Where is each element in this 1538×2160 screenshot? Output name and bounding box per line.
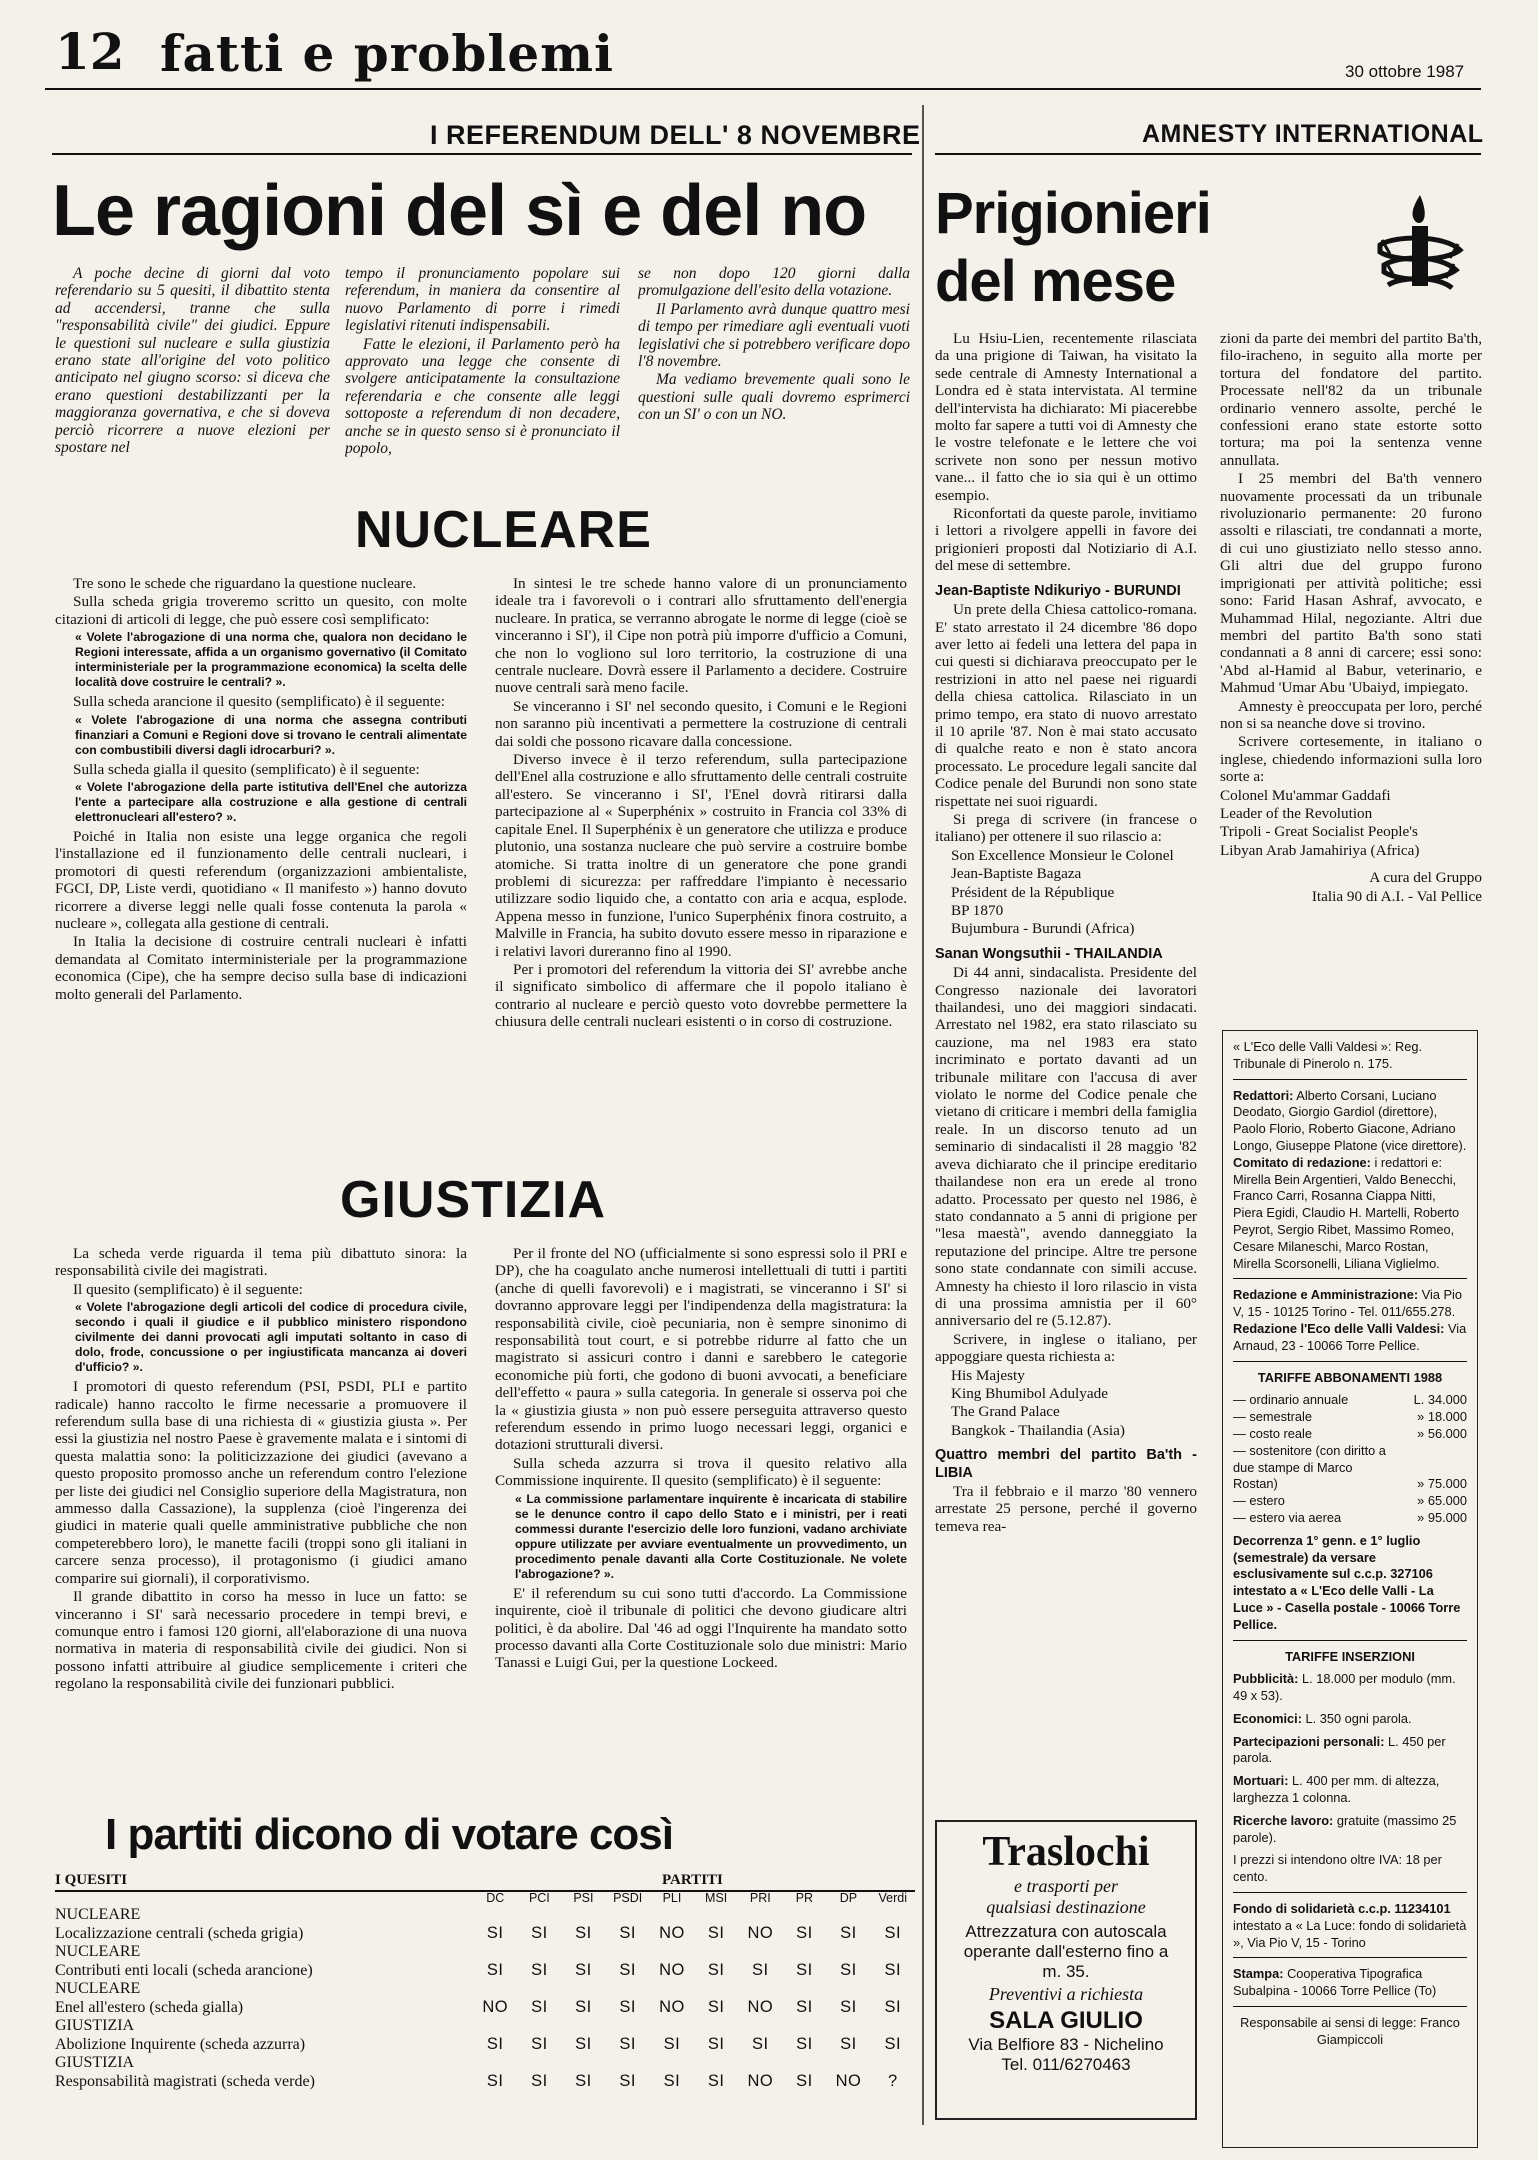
intro-paragraph: se non dopo 120 giorni dalla promulgazione dell'esito della votazione. [638, 265, 910, 300]
signoff: Italia 90 di A.I. - Val Pellice [1311, 887, 1482, 905]
article-paragraph: Diverso invece è il terzo referendum, sulla partecipazione dell'Enel alla costruzione e allo sfruttamento delle centrali costruite all'estero. Se vinceranno i SI', l'Enel dovrà ritirarsi dalla partecipazione al « Superphénix » costruito in Francia col 33% di capitale Enel. Il Superphénix è un generatore che utilizza e produce plutonio, una sostanza nucleare che può servire a costruire bombe atomiche. Si tratta inoltre di un generatore che pone grandi problemi di sicurezza: per raffreddare l'impianto è necessario utilizzare sodio liquido che, a contatto con aria e acqua, esplode. Appena messo in funzione, l'unico Superphénix finora costruito, a Malville in Francia, ha subito dovuto essere messo in riparazione e i relativi lavori dureranno fino al 1990. [495, 751, 907, 960]
comitato-names: i redattori e: Mirella Bein Argentieri, Valdo Benecchi, Franco Carri, Rosanna Ciappa Nitti, Piera Egidi, Claudio H. Martelli, Roberto Peyrot, Sergio Ribet, Massimo Romeo, Cesare Milaneschi, Marco Rostan, Mirella Scorsonelli, Liliana Viglielmo. [1233, 1154, 1460, 1271]
pubblicita-value: L. 18.000 per modulo (mm. 49 x 53). [1233, 1671, 1456, 1704]
party-header: PLI [662, 1891, 682, 1905]
address-line: Leader of the Revolution [1220, 804, 1373, 822]
party-header: Verdi [878, 1891, 908, 1905]
vote-cell: SI [707, 2072, 725, 2090]
tariffa-label: — semestrale [1233, 1409, 1312, 1425]
issue-date: 30 ottobre 1987 [1345, 62, 1465, 81]
advert-line: e trasporti per [1013, 1876, 1118, 1896]
advert-address: Via Belfiore 83 - Nichelino [968, 2035, 1164, 2054]
vote-cell: SI [575, 1924, 592, 1942]
vote-cell: SI [707, 2035, 725, 2053]
article-paragraph: I 25 membri del Ba'th vennero nuovamente processati da un tribunale rivoluzionario permanente: 20 furono assolti e rilasciati, tre condannati a morte, di cui uno giustiziato nello stesso anno. Gli altri due del gruppo furono imprigionati per attività politiche; essi sono: Farid Hasan Ashraf, avvocato, e Muhammad Hilal, negoziante. Altri due membri del partito Ba'th sono stati condannati a 8 anni di carcere; essi sono: 'Abd al-Hamid al Babur, veterinario, e Mahmud 'Umar Abu 'Ubaiyd, impiegato. [1220, 470, 1482, 697]
amnesty-kicker: AMNESTY INTERNATIONAL [1142, 120, 1484, 148]
question-label: Responsabilità magistrati (scheda verde) [55, 2072, 315, 2090]
fondo-label: Fondo di solidarietà c.c.p. 11234101 [1233, 1901, 1451, 1917]
referendum-intro-col3 [638, 265, 910, 490]
partiti-label: PARTITI [662, 1872, 723, 1888]
question-label: Enel all'estero (scheda gialla) [55, 1998, 244, 2016]
parties-table-title: I partiti dicono di votare così [105, 1810, 673, 1859]
group-label: NUCLEARE [55, 1906, 141, 1923]
nucleare-heading: NUCLEARE [355, 501, 652, 559]
address-line: Tripoli - Great Socialist People's [1220, 823, 1418, 841]
quote-question: « Volete l'abrogazione della parte istitutiva dell'Enel che autorizza l'ente a partecipare alla costruzione e alla gestione di centrali elettronucleari all'estero? ». [75, 780, 467, 825]
vote-cell: SI [531, 2072, 548, 2090]
section-title: fatti e problemi [160, 24, 615, 83]
vote-cell: SI [840, 1924, 857, 1942]
mortuari-label: Mortuari: [1233, 1773, 1289, 1789]
vote-cell: SI [663, 2072, 681, 2090]
article-paragraph: Scrivere cortesemente, in italiano o inglese, chiedendo informazioni sulla loro sorte a: [1220, 733, 1482, 786]
pubblicita-label: Pubblicità: [1233, 1671, 1299, 1687]
redazione2-address: Via Arnaud, 23 - 10066 Torre Pellice. [1233, 1320, 1467, 1353]
vote-cell: SI [840, 1961, 857, 1979]
vote-cell: NO [482, 1998, 509, 2016]
address-line: King Bhumibol Adulyade [951, 1384, 1108, 1402]
vote-cell: NO [659, 1961, 685, 1979]
article-paragraph: E' il referendum su cui sono tutti d'accordo. La Commissione inquirente, cioè il tribunale di politici che devono giudicare altri politici, è da abolire. Dal '46 ad oggi l'Inquirente ha mandato sotto processo davanti alla Corte Costituzionale solo due ministri: Mario Tanassi e Luigi Gui, per la questione Lockeed. [495, 1584, 907, 1672]
vote-cell: SI [707, 1961, 725, 1979]
article-paragraph: I promotori di questo referendum (PSI, PSDI, PLI e partito radicale) hanno raccolto le firme necessarie a promuovere il referendum sulla base di una richiesta di « giustizia giusta ». Per essi la giustizia nel nostro Paese è gravemente malata e i sintomi di questa malattia sono: la politicizzazione dei giudici (avevano a questo proposito promosso anche un referendum contro l'elezione per liste dei giudici nel Consiglio superiore della Magistratura, non ammesso dalla Cassazione), la supplenza (cioè l'ingerenza dei giudici in materie quali quelle amministrative pubbliche che non competerebbero loro), le manette facili (troppi sono gli italiani in carcere senza processo), il protagonismo (i giudici amano comparire sui giornali), il corporativismo. [55, 1378, 467, 1587]
giustizia-col2 [495, 1245, 907, 1795]
redattori-names: Alberto Corsani, Luciano Deodato, Giorgio Gardiol (direttore), Paolo Florio, Roberto Giacone, Adriano Longo, Giuseppe Platone (vice direttore). [1233, 1087, 1467, 1153]
vote-cell: SI [486, 1924, 504, 1942]
parties-vote-table [55, 1890, 915, 2091]
tariffa-label: — costo reale [1233, 1425, 1312, 1441]
intro-paragraph: Il Parlamento avrà dunque quattro mesi di tempo per rimediare agli eventuali vuoti legislativi che si potrebbero verificare dopo l'8 novembre. [638, 300, 910, 371]
article-paragraph: Se vinceranno i SI' nel secondo quesito, i Comuni e le Regioni non saranno più incentivati a permettere la costruzione di centrali dai soldi che possono ricavare dalla concessione. [495, 697, 907, 750]
article-paragraph: Riconfortati da queste parole, invitiamo i lettori a rivolgere appelli in favore dei prigionieri proposti dal Notiziario di A.I. del mese di settembre. [935, 505, 1197, 575]
group-label: GIUSTIZIA [55, 2017, 135, 2034]
tariffa-value: L. 34.000 [1413, 1392, 1467, 1408]
candle-barbed-wire-icon [1360, 190, 1480, 310]
vote-cell: NO [659, 1998, 685, 2016]
vote-cell: SI [575, 1998, 592, 2016]
article-paragraph: Poiché in Italia non esiste una legge organica che regoli l'installazione ed il funzionamento delle centrali nucleari, i promotori di questi referendum (organizzazioni ambientaliste, FGCI, DP, Liste verdi, quotidiano « Il manifesto ») hanno dovuto ricorrere a diverse leggi nelle quali fosse contenuta la parola « nucleare », collegata alla gestione di centrali. [55, 828, 467, 933]
advert-box [935, 1820, 1197, 2120]
article-paragraph: Tra il febbraio e il marzo '80 vennero arrestate 25 persone, perché il governo temeva rea- [935, 1483, 1197, 1535]
table-group-row [55, 1943, 915, 1961]
address-line: Libyan Arab Jamahiriya (Africa) [1220, 841, 1420, 859]
vote-cell: SI [531, 1924, 548, 1942]
article-paragraph: zioni da parte dei membri del partito Ba'th, filo-iracheno, in seguito alla morte per tortura del fondatore del partito. Processate nell'82 da un tribunale ordinario vennero assolte, perché le confessioni erano state estorte sotto tortura; ma poi la sentenza venne annullata. [1220, 330, 1482, 469]
redattori-label: Redattori: [1233, 1087, 1294, 1103]
article-paragraph: Si prega di scrivere (in francese o italiano) per ottenere il suo rilascio a: [935, 810, 1197, 846]
stampa-value: Cooperativa Tipografica Subalpina - 10066 Torre Pellice (To) [1233, 1966, 1437, 1999]
comitato-label: Comitato di redazione: [1233, 1154, 1371, 1170]
parties-table [55, 1870, 915, 2090]
vote-cell: SI [840, 2035, 857, 2053]
amnesty-headline-2: del mese [935, 249, 1176, 314]
vote-cell: NO [747, 1998, 774, 2016]
vote-cell: NO [747, 2072, 774, 2090]
referendum-headline: Le ragioni del sì e del no [52, 171, 867, 251]
vote-cell: SI [486, 2072, 504, 2090]
redazione-label: Redazione e Amministrazione: [1233, 1287, 1419, 1303]
redazione2-label: Redazione l'Eco delle Valli Valdesi: [1233, 1320, 1445, 1336]
vote-cell: NO [747, 1924, 774, 1942]
tariffa-row [1233, 1409, 1467, 1426]
vote-cell: ? [887, 2072, 898, 2090]
vote-cell: SI [531, 1998, 548, 2016]
address-line: Président de la République [951, 883, 1115, 901]
table-group-row [55, 1906, 915, 1924]
vote-cell: SI [796, 1961, 813, 1979]
article-paragraph: Il quesito (semplificato) è il seguente: [73, 1280, 303, 1298]
tariffa-value: » 18.000 [1417, 1409, 1467, 1425]
vote-cell: SI [663, 2035, 681, 2053]
amnesty-col1 [935, 330, 1197, 1840]
referendum-intro-col2 [345, 265, 620, 490]
mortuari-value: L. 400 per mm. di altezza, larghezza 1 colonna. [1233, 1773, 1440, 1806]
article-paragraph: Sulla scheda grigia troveremo scritto un quesito, con molte citazioni di articoli di legge, che può essere così semplificato: [55, 593, 467, 628]
signoff: A cura del Gruppo [1369, 869, 1482, 887]
ricerche-value: gratuite (massimo 25 parole). [1233, 1812, 1457, 1845]
tariffa-row [1233, 1443, 1467, 1493]
tariffa-value: » 65.000 [1417, 1493, 1467, 1509]
party-header: PRI [749, 1891, 771, 1905]
vote-cell: SI [707, 1924, 725, 1942]
vote-cell: SI [531, 2035, 548, 2053]
decorrenza: Decorrenza 1° genn. e 1° luglio (semestrale) da versare esclusivamente sul c.c.p. 327106 intestato a « L'Eco delle Valli - La Luce » - Casella postale - 10066 Torre Pellice. [1233, 1532, 1461, 1632]
article-paragraph: La scheda verde riguarda il tema più dibattuto sinora: la responsabilità civile dei magistrati. [55, 1245, 467, 1280]
quote-question: « La commissione parlamentare inquirente è incaricata di stabilire se le denunce contro il capo dello Stato e i ministri, per i reati commessi durante l'esercizio delle loro funzioni, vadano archiviate oppure utilizzate per avviare eventualmente un provvedimento, un procedimento penale davanti alla Corte Costituzionale. Ne volete l'abrogazione? ». [515, 1491, 907, 1581]
article-paragraph: Di 44 anni, sindacalista. Presidente del Congresso nazionale dei lavoratori thailandesi, uno dei maggiori sindacati. Arrestato nel 1982, era stato rilasciato su cauzione, ma nel 1983 era stato incriminato e portato davanti ad un tribunale militare con l'accusa di aver violato le norme del Codice penale che vietano di criticare i membri della famiglia reale. In un discorso tenuto ad un seminario di sindacalisti il 28 maggio '82 aveva dichiarato che il principe ereditario thailandese non era un erede al trono adatto. Processato per questo nel 1986, è stato condannato a 5 anni di prigione per "lesa maestà", avendo danneggiato la reputazione del principe. Altre tre persone sono state condannate con simili accuse. Amnesty ha chiesto il loro rilascio in vista di una prossima amnistia per il 60° anniversario del re (5.12.87). [935, 964, 1197, 1330]
iva-note: I prezzi si intendono oltre IVA: 18 per cento. [1233, 1852, 1442, 1885]
vote-cell: SI [884, 1998, 902, 2016]
vote-cell: SI [619, 2072, 636, 2090]
page-number: 12 [55, 22, 125, 81]
tariffa-label: — sostenitore (con diritto a due stampe di Marco Rostan) [1233, 1442, 1386, 1492]
vote-cell: SI [840, 1998, 857, 2016]
article-paragraph: Lu Hsiu-Lien, recentemente rilasciata da una prigione di Taiwan, ha visitato la sede centrale di Amnesty International a Londra ed è stata intervistata. Al termine dell'intervista ha dichiarato: Mi piacerebbe molto far sapere a tutti voi di Amnesty che le vostre telefonate e le lettere che voi scrivete non sono per nessun motivo vane... il fatto che io sia qui è un ottimo esempio. [935, 330, 1197, 504]
tariffa-label: — estero via aerea [1233, 1509, 1342, 1525]
article-paragraph: Tre sono le schede che riguardano la questione nucleare. [73, 575, 417, 592]
tariffa-value: » 75.000 [1417, 1476, 1467, 1492]
vote-cell: SI [575, 1961, 592, 1979]
group-label: GIUSTIZIA [55, 2054, 135, 2071]
masthead-box [1222, 1030, 1478, 2148]
tariffa-row [1233, 1426, 1467, 1443]
referendum-kicker: I REFERENDUM DELL' 8 NOVEMBRE [430, 120, 921, 150]
amnesty-headline-1: Prigionieri [935, 181, 1211, 246]
tariffa-row [1233, 1392, 1467, 1409]
address-line: BP 1870 [951, 902, 1004, 919]
tariffe-title: TARIFFE ABBONAMENTI 1988 [1257, 1369, 1443, 1385]
prisoner-heading: Jean-Baptiste Ndikuriyo - BURUNDI [935, 582, 1181, 599]
tariffa-row [1233, 1493, 1467, 1510]
advert-line: m. 35. [1042, 1962, 1090, 1981]
article-paragraph: Sulla scheda azzurra si trova il quesito relativo alla Commissione inquirente. Il quesito (semplificato) è il seguente: [495, 1454, 907, 1490]
referendum-intro-col1 [55, 265, 330, 490]
table-group-row [55, 2017, 915, 2035]
address-line: Jean-Baptiste Bagaza [951, 865, 1082, 883]
prisoner-heading: Sanan Wongsuthii - THAILANDIA [935, 945, 1163, 962]
nucleare-col2 [495, 575, 907, 1155]
party-header: PCI [528, 1891, 550, 1905]
article-paragraph: Scrivere, in inglese o italiano, per appoggiare questa richiesta a: [935, 1330, 1197, 1366]
article-paragraph: Per i promotori del referendum la vittoria dei SI' avrebbe anche il significato simbolico di affermare che il popolo italiano è contrario al nucleare e perciò questo voto dovrebbe permettere la chiusura delle centrali nucleari esistenti o in corso di costruzione. [495, 960, 907, 1031]
intro-paragraph: Fatte le elezioni, il Parlamento però ha approvato una legge che consente di svolgere anticipatamente la consultazione referendaria e che consente alle leggi sottoposte a referendum di non decadere, anche se in questo senso si è pronunciato il popolo, [345, 335, 620, 458]
referendum-kicker-rule [52, 153, 912, 155]
prisoner-heading: Quattro membri del partito Ba'th - LIBIA [935, 1447, 1197, 1481]
partecipazioni-value: L. 450 per parola. [1233, 1733, 1446, 1766]
intro-paragraph: tempo il pronunciamento popolare sui referendum, in maniera da consentire al nuovo Parlamento di porre i rimedi legislativi ritenuti indispensabili. [345, 265, 620, 335]
inserzioni-title: TARIFFE INSERZIONI [1285, 1648, 1415, 1664]
address-line: His Majesty [951, 1366, 1025, 1384]
table-row [55, 1924, 915, 1943]
table-row [55, 1961, 915, 1980]
vote-cell: SI [884, 2035, 902, 2053]
redazione-address: Via Pio V, 15 - 10125 Torino - Tel. 011/655.278. [1233, 1287, 1463, 1320]
address-line: Colonel Mu'ammar Gaddafi [1220, 786, 1391, 804]
header-rule [45, 88, 1481, 90]
vote-cell: SI [796, 2035, 813, 2053]
advert-line: operante dall'esterno fino a [963, 1942, 1169, 1961]
vote-cell: SI [575, 2035, 592, 2053]
responsabile: Responsabile ai sensi di legge: Franco Giampiccoli [1240, 2015, 1460, 2047]
party-header: MSI [705, 1891, 728, 1905]
tariffa-value: » 56.000 [1417, 1425, 1467, 1441]
table-row [55, 1998, 915, 2017]
article-paragraph: Sulla scheda arancione il quesito (semplificato) è il seguente: [73, 693, 445, 711]
advert-line: qualsiasi destinazione [986, 1897, 1146, 1917]
tariffa-row [1233, 1510, 1467, 1527]
address-line: Bujumbura - Burundi (Africa) [951, 920, 1135, 938]
tariffa-label: — ordinario annuale [1233, 1392, 1349, 1408]
vote-cell: NO [835, 2072, 862, 2090]
tariffa-value: » 95.000 [1417, 1509, 1467, 1525]
vote-cell: SI [619, 1961, 636, 1979]
vote-cell: SI [752, 1961, 769, 1979]
vote-cell: NO [659, 1924, 685, 1942]
address-line: Bangkok - Thailandia (Asia) [951, 1421, 1125, 1439]
nucleare-col1 [55, 575, 467, 1155]
giustizia-heading: GIUSTIZIA [340, 1171, 607, 1229]
table-row [55, 2072, 915, 2091]
party-header: DC [486, 1891, 505, 1905]
table-group-row [55, 2054, 915, 2072]
vote-cell: SI [752, 2035, 769, 2053]
vote-cell: SI [486, 2035, 504, 2053]
advert-company: SALA GIULIO [989, 2007, 1143, 2034]
article-paragraph: Amnesty è preoccupata per loro, perché non si sa neanche dove si trovino. [1220, 697, 1482, 732]
party-header: PR [795, 1891, 814, 1905]
vote-cell: SI [707, 1998, 725, 2016]
vote-cell: SI [796, 1924, 813, 1942]
quote-question: « Volete l'abrogazione di una norma che, qualora non decidano le Regioni interessate, affida a un organismo governativo (il Comitato interministeriale per la programmazione economica) la scelta delle località dove costruire le centrali? ». [75, 630, 467, 690]
article-paragraph: Sulla scheda gialla il quesito (semplificato) è il seguente: [73, 760, 420, 778]
party-header: PSI [573, 1891, 594, 1905]
fondo-value: intestato a « La Luce: fondo di solidarietà », Via Pio V, 15 - Torino [1233, 1917, 1467, 1950]
ricerche-label: Ricerche lavoro: [1233, 1812, 1334, 1828]
vote-cell: SI [796, 2072, 813, 2090]
vote-cell: SI [796, 1998, 813, 2016]
advert-title: Traslochi [982, 1829, 1150, 1875]
question-label: Abolizione Inquirente (scheda azzurra) [55, 2035, 306, 2053]
giustizia-col1 [55, 1245, 467, 1795]
article-paragraph: Il grande dibattito in corso ha messo in luce un fatto: se vinceranno i SI' sarà necessario procedere in tempi brevi, e comunque entro i famosi 120 giorni, all'elaborazione di una nuova normativa in materia di responsabilità civile dei giudici. Non si possono infatti attribuire al giudice semplicemente i criteri che regolano la responsabilità civile dei funzionari pubblici. [55, 1588, 467, 1693]
amnesty-col2 [1220, 330, 1482, 1015]
partecipazioni-label: Partecipazioni personali: [1233, 1733, 1385, 1749]
article-paragraph: In sintesi le tre schede hanno valore di un pronunciamento ideale tra i favorevoli o i contrari allo sfruttamento dell'energia nucleare. In pratica, se verranno abrogate le norme di legge (cioè se vinceranno i SI'), il Cipe non potrà più imporre d'ufficio a Comuni, che non lo vogliono sul loro territorio, la costruzione di una centrale nucleare. Dovrà essere il Parlamento a decidere. Costruire nuove centrali sarà meno facile. [495, 575, 907, 697]
advert-line: Attrezzatura con autoscala [965, 1922, 1167, 1941]
column-divider [922, 105, 924, 2125]
article-paragraph: In Italia la decisione di costruire centrali nucleari è infatti demandata al Comitato interministeriale per la programmazione economica (Cipe), che ha sempre deciso sulla base di indicazioni molto generali del Parlamento. [55, 933, 467, 1003]
address-line: The Grand Palace [951, 1403, 1060, 1421]
intro-paragraph: A poche decine di giorni dal voto referendario su 5 quesiti, il dibattito stenta ad accendersi, tranne che sulla "responsabilità civile" dei giudici. Eppure le questioni sul nucleare e sulla giustizia erano state all'origine del voto politico anticipato nel giugno scorso: si diceva che erano questioni destabilizzanti per la maggioranza governativa, e che si doveva perciò ricorrere a nuove elezioni per spostare nel [55, 265, 330, 457]
question-label: Contributi enti locali (scheda arancione) [55, 1961, 313, 1979]
vote-cell: SI [575, 2072, 592, 2090]
vote-cell: SI [884, 1961, 902, 1979]
group-label: NUCLEARE [55, 1943, 141, 1960]
economici-label: Economici: [1233, 1710, 1302, 1726]
registration: « L'Eco delle Valli Valdesi »: Reg. Tribunale di Pinerolo n. 175. [1233, 1039, 1423, 1071]
quesiti-label: I QUESITI [55, 1872, 128, 1888]
quote-question: « Volete l'abrogazione di una norma che assegna contributi finanziari a Comuni e Regioni dove si trovano le centrali alimentate con combustibili diversi dagli idrocarburi? ». [75, 712, 467, 757]
vote-cell: SI [619, 1924, 636, 1942]
vote-cell: SI [486, 1961, 504, 1979]
advert-phone: Tel. 011/6270463 [1001, 2055, 1131, 2074]
vote-cell: SI [619, 1998, 636, 2016]
economici-value: L. 350 ogni parola. [1305, 1710, 1412, 1726]
question-label: Localizzazione centrali (scheda grigia) [55, 1924, 304, 1942]
stampa-label: Stampa: [1233, 1966, 1284, 1982]
vote-cell: SI [884, 1924, 902, 1942]
advert-line: Preventivi a richiesta [988, 1984, 1144, 2004]
redattori [1233, 1088, 1467, 1273]
article-paragraph: Un prete della Chiesa cattolico-romana. E' stato arrestato il 24 dicembre '86 dopo aver letto ai fedeli una lettera del papa in cui questi si dichiarava preoccupato per le restrizioni in atto nel paese nei riguardi della chiesa cattolica. Rilasciato in un primo tempo, era stato di nuovo arrestato il 10 aprile '87. Non è mai stato accusato di qualche reato e non è stato ancora processato. Le procedure legali sancite dal Codice penale del Burundi non sono state rispettate nei suoi riguardi. [935, 601, 1197, 810]
vote-cell: SI [619, 2035, 636, 2053]
party-header: PSDI [613, 1891, 643, 1905]
tariffa-label: — estero [1233, 1493, 1285, 1509]
address-line: Son Excellence Monsieur le Colonel [951, 846, 1174, 864]
vote-cell: SI [531, 1961, 548, 1979]
party-header: DP [839, 1891, 858, 1905]
tariffe-list [1233, 1392, 1467, 1526]
redazione [1233, 1287, 1467, 1354]
amnesty-kicker-rule [935, 153, 1481, 155]
group-label: NUCLEARE [55, 1980, 141, 1997]
intro-paragraph: Ma vediamo brevemente quali sono le questioni sulle quali dovremo esprimerci con un SI' o con un NO. [638, 371, 910, 424]
table-group-row [55, 1980, 915, 1998]
article-paragraph: Per il fronte del NO (ufficialmente si sono espressi solo il PRI e DP), che ha coagulato anche numerosi intellettuali di tutti i partiti (anche di quelli favorevoli) e i magistrati, se vinceranno i SI' si dovranno approvare leggi per l'indipendenza della magistratura: la responsabilità civile, cioè pecuniaria, non è sempre sinonimo di responsabilità tout court, e si potrebbe ridurre al fatto che un magistrato si assicuri contro i danni e sarebbero le categorie economiche più forti, che godono di buoni avvocati, a beneficiare dell'effetto « paura » sulla categoria. In generale si osserva poi che la « giustizia giusta » non può essere perseguita attraverso questo referendum essendo in primo luogo necessari leggi, organici e dotazioni strutturali diversi. [495, 1245, 907, 1454]
table-row [55, 2035, 915, 2054]
quote-question: « Volete l'abrogazione degli articoli del codice di procedura civile, secondo i quali il giudice e il pubblico ministero rispondono civilmente dei danni provocati agli imputati soltanto in caso di dolo, frode, concussione o per ingiustificata mancanza ai doveri d'ufficio? ». [75, 1300, 467, 1375]
